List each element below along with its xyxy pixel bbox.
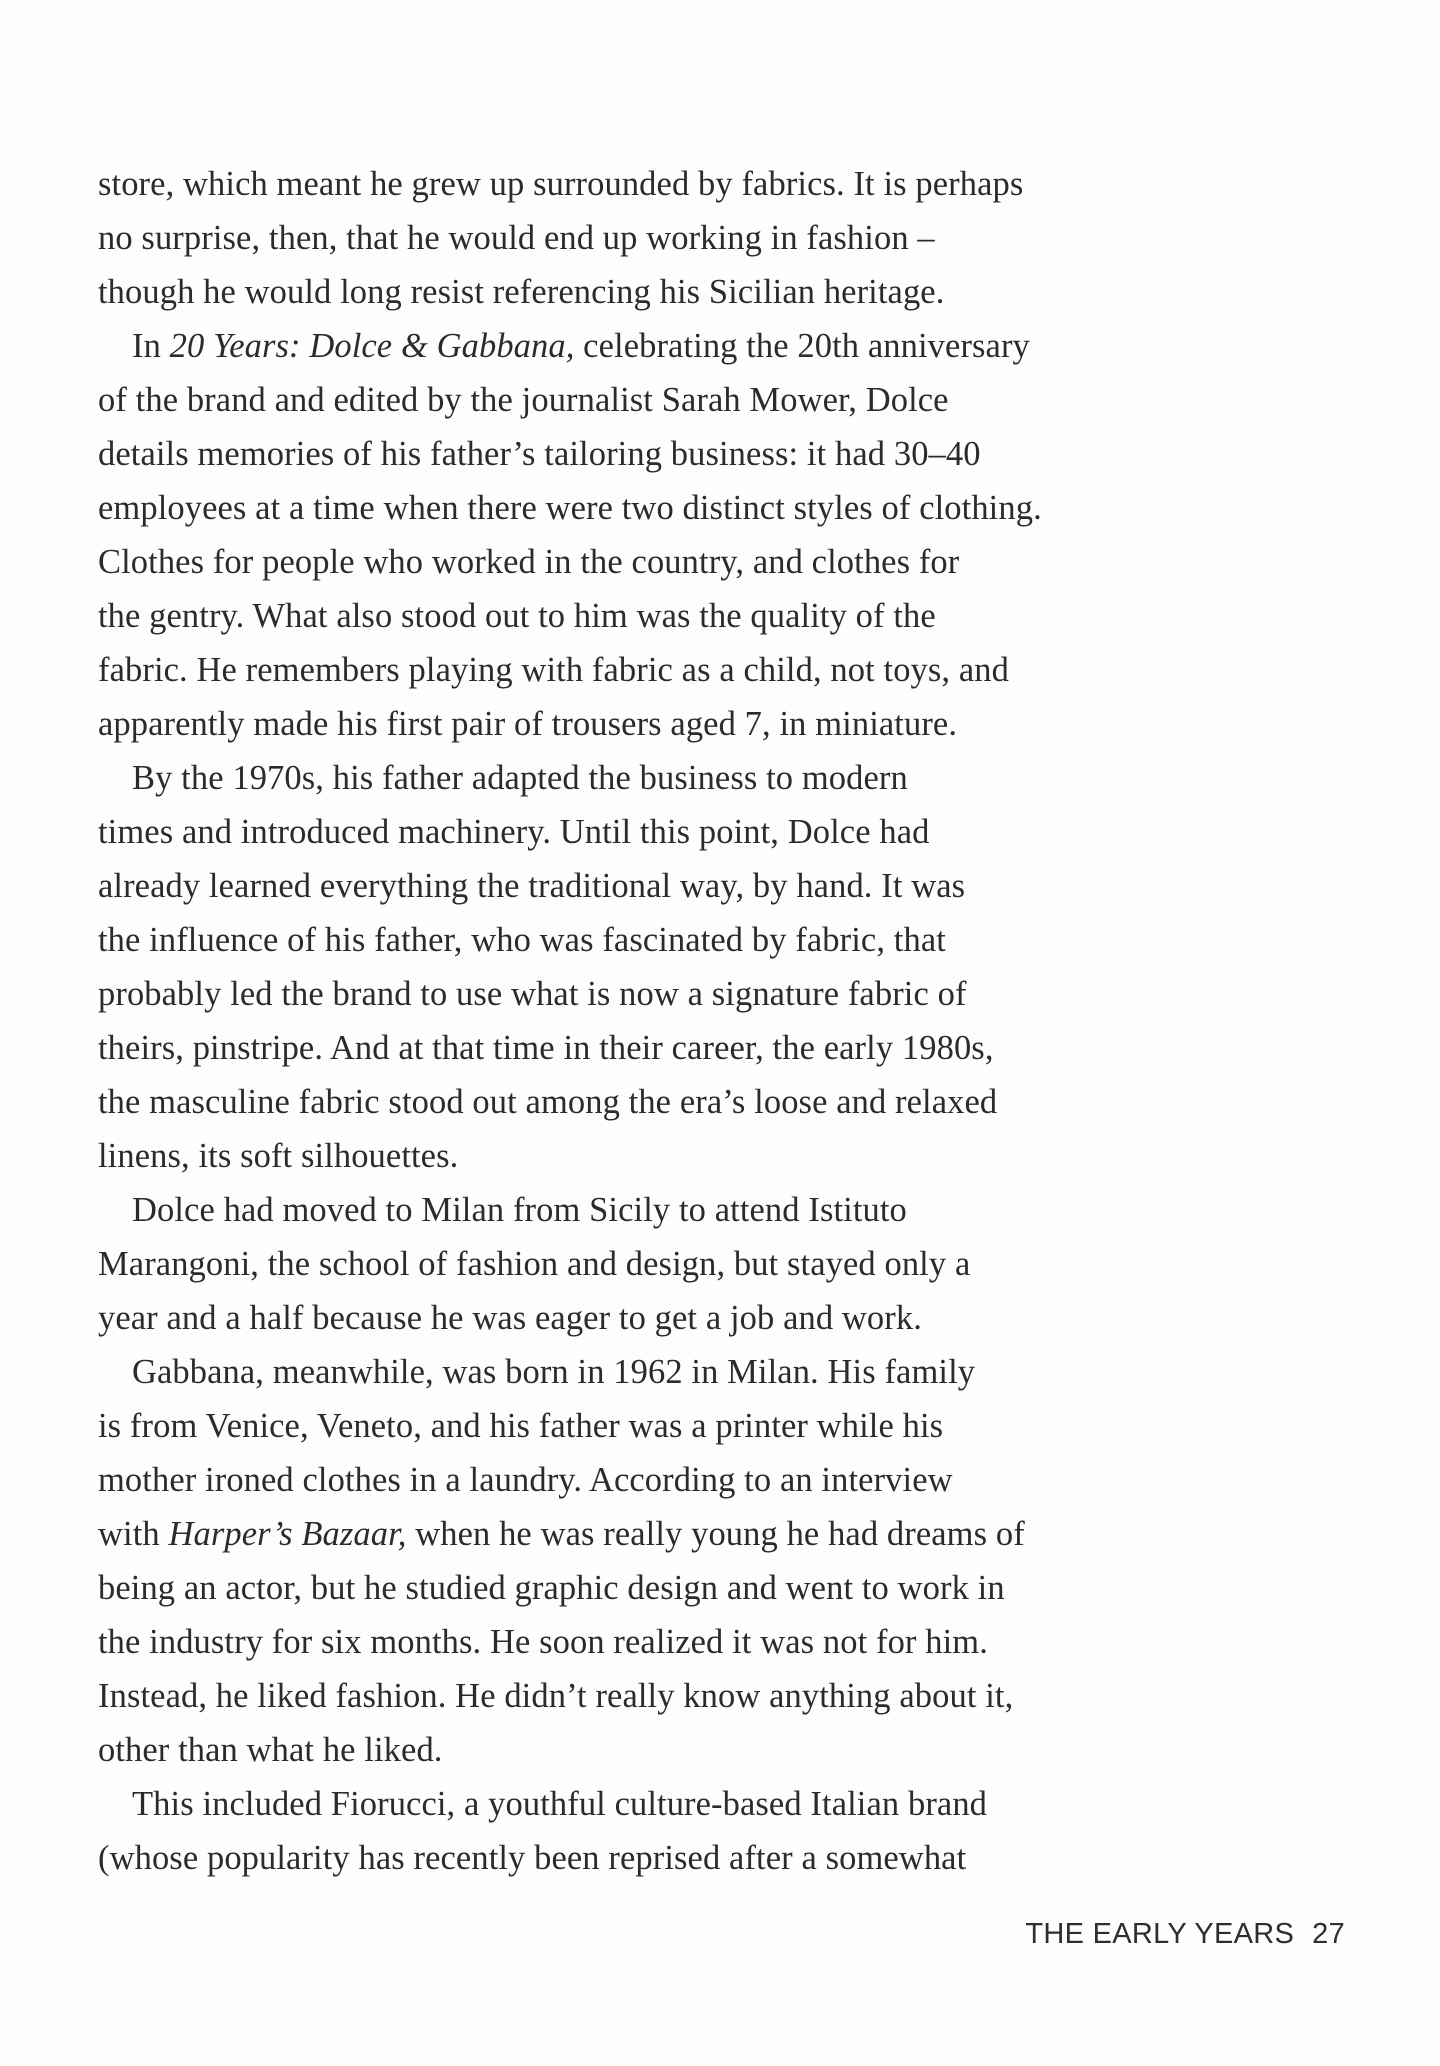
text-line: of the brand and edited by the journalist Sarah Mower, Dolce — [98, 381, 949, 419]
text-line: employees at a time when there were two distinct styles of clothing. — [98, 489, 1042, 527]
text-line: other than what he liked. — [98, 1731, 443, 1769]
text-line: already learned everything the traditional way, by hand. It was — [98, 867, 966, 905]
text-line: the influence of his father, who was fascinated by fabric, that — [98, 921, 946, 959]
paragraph-3 — [98, 751, 1078, 1183]
page-number: 27 — [1312, 1918, 1345, 1950]
text-fragment: with — [98, 1515, 169, 1553]
section-title: THE EARLY YEARS — [1025, 1918, 1295, 1950]
paragraph-1 — [98, 157, 1078, 319]
text-line: store, which meant he grew up surrounded by fabrics. It is perhaps — [98, 165, 1024, 203]
text-line: mother ironed clothes in a laundry. According to an interview — [98, 1461, 953, 1499]
text-line: fabric. He remembers playing with fabric as a child, not toys, and — [98, 651, 1009, 689]
text-fragment: In — [132, 327, 170, 365]
text-line: (whose popularity has recently been reprised after a somewhat — [98, 1839, 967, 1877]
text-line: times and introduced machinery. Until this point, Dolce had — [98, 813, 930, 851]
paragraph-2 — [98, 319, 1078, 751]
text-line: linens, its soft silhouettes. — [98, 1137, 459, 1175]
text-line: probably led the brand to use what is now a signature fabric of — [98, 975, 967, 1013]
text-fragment: when he was really young he had dreams of — [406, 1515, 1025, 1553]
text-line: is from Venice, Veneto, and his father was a printer while his — [98, 1407, 944, 1445]
text-line: the gentry. What also stood out to him was the quality of the — [98, 597, 936, 635]
text-line: Instead, he liked fashion. He didn’t really know anything about it, — [98, 1677, 1014, 1715]
text-line — [98, 1507, 1078, 1561]
text-line — [98, 319, 1078, 373]
text-line: being an actor, but he studied graphic design and went to work in — [98, 1569, 1005, 1607]
text-line: the industry for six months. He soon realized it was not for him. — [98, 1623, 988, 1661]
text-line: By the 1970s, his father adapted the business to modern — [132, 759, 908, 797]
book-title: 20 Years: Dolce & Gabbana, — [169, 327, 575, 365]
text-line: details memories of his father’s tailoring business: it had 30–40 — [98, 435, 981, 473]
text-line: though he would long resist referencing his Sicilian heritage. — [98, 273, 945, 311]
paragraph-6 — [98, 1777, 1078, 1885]
paragraph-5 — [98, 1345, 1078, 1777]
text-line: Gabbana, meanwhile, was born in 1962 in Milan. His family — [132, 1353, 976, 1391]
running-footer — [1025, 1918, 1345, 1951]
text-line: Marangoni, the school of fashion and design, but stayed only a — [98, 1245, 971, 1283]
text-line: year and a half because he was eager to get a job and work. — [98, 1299, 922, 1337]
body-text — [98, 157, 1078, 1885]
text-line: theirs, pinstripe. And at that time in their career, the early 1980s, — [98, 1029, 994, 1067]
text-line: Dolce had moved to Milan from Sicily to attend Istituto — [132, 1191, 907, 1229]
text-line: Clothes for people who worked in the country, and clothes for — [98, 543, 960, 581]
text-line: the masculine fabric stood out among the era’s loose and relaxed — [98, 1083, 998, 1121]
text-line: no surprise, then, that he would end up working in fashion – — [98, 219, 935, 257]
text-line: apparently made his first pair of trousers aged 7, in miniature. — [98, 705, 958, 743]
paragraph-4 — [98, 1183, 1078, 1345]
text-fragment: celebrating the 20th anniversary — [574, 327, 1030, 365]
text-line: This included Fiorucci, a youthful culture-based Italian brand — [132, 1785, 988, 1823]
magazine-title: Harper’s Bazaar, — [168, 1515, 407, 1553]
